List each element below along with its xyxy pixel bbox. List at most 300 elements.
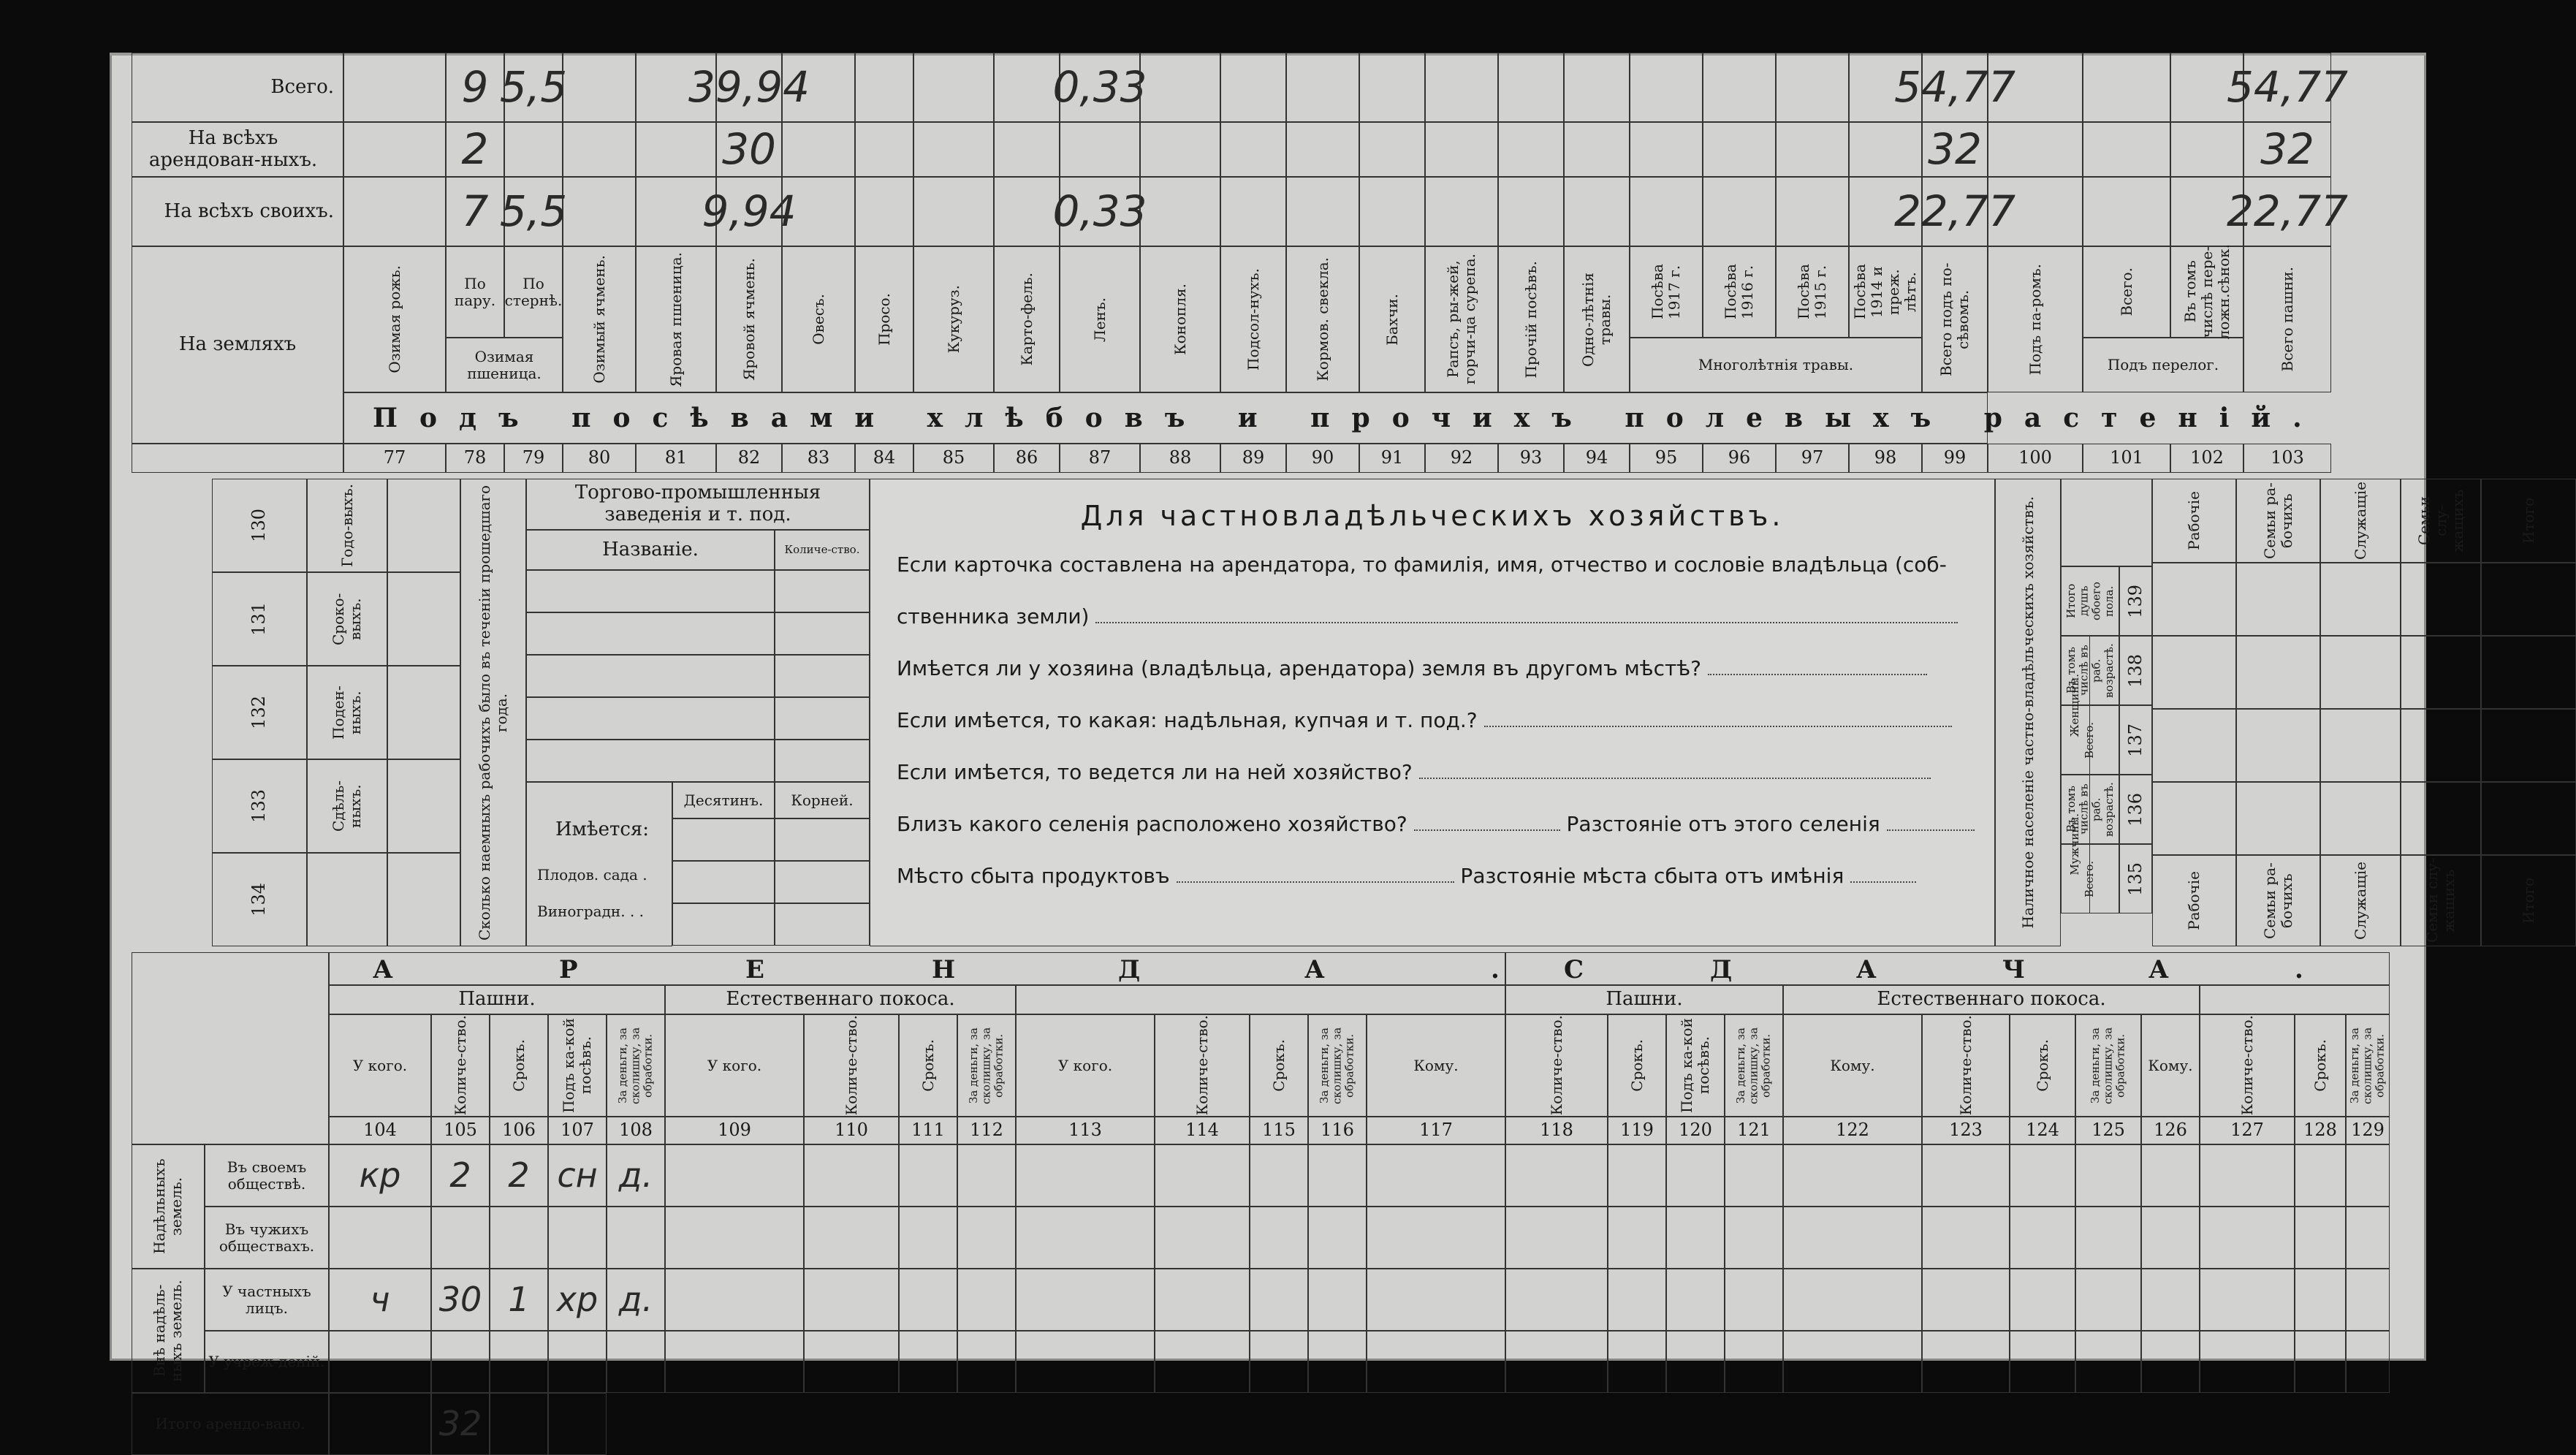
- lease-col-number: [490, 1117, 548, 1144]
- lease-col-header: [607, 1014, 665, 1117]
- lease-cell: [1608, 1207, 1666, 1269]
- itogo-cell: [548, 1393, 607, 1455]
- lease-cell: [2200, 1144, 2295, 1207]
- lease-cell: [1367, 1269, 1505, 1331]
- trade-row: [526, 655, 775, 697]
- column-number: [1564, 444, 1630, 473]
- lease-cell: [1367, 1331, 1505, 1393]
- women-label-text: Женщины.: [2068, 673, 2082, 737]
- lease-cell-text: ч: [370, 1280, 390, 1320]
- lease-group-header: [1505, 985, 1783, 1014]
- worker-value: [387, 572, 460, 666]
- handwritten-cell: [1988, 122, 2083, 177]
- crop-header-text: Конопля.: [1171, 284, 1189, 355]
- lease-group-header: [1016, 985, 1505, 1014]
- lease-cell: [665, 1331, 804, 1393]
- lease-cell: [2346, 1269, 2390, 1331]
- lease-col-header: [2200, 1014, 2295, 1117]
- lease-col-number: [665, 1117, 804, 1144]
- lease-col-header-text: Срокъ.: [2311, 1039, 2329, 1092]
- crop-header-text: По пару.: [454, 274, 496, 309]
- trade-row: [526, 612, 775, 655]
- handwritten-cell: [1988, 177, 2083, 246]
- lease-group-header-text: Пашни.: [1606, 988, 1683, 1011]
- itogo-cell-text: 32: [438, 1404, 482, 1444]
- column-number: [1498, 444, 1564, 473]
- crop-header: [563, 246, 636, 392]
- population-row-number: [2119, 636, 2152, 705]
- perelog-subheader-text: Подъ перелог.: [2107, 356, 2219, 373]
- lease-cell: [957, 1331, 1016, 1393]
- lease-cell: [804, 1331, 899, 1393]
- lease-col-number-text: 118: [1540, 1120, 1573, 1141]
- lease-corner: [132, 952, 329, 1144]
- lease-cell: [1505, 1144, 1608, 1207]
- row-label-text: Всего.: [270, 75, 334, 98]
- lease-cell: [2141, 1331, 2200, 1393]
- lease-cell: [957, 1207, 1016, 1269]
- handwritten-cell: [2226, 177, 2349, 246]
- column-number: [1140, 444, 1220, 473]
- lease-col-number-text: 108: [619, 1120, 653, 1141]
- trade-row-qty: [775, 740, 870, 782]
- lease-cell: [804, 1269, 899, 1331]
- trade-title: [526, 479, 870, 530]
- column-number-text: 89: [1242, 447, 1265, 468]
- handwritten-cell: [2083, 53, 2170, 122]
- lease-col-number: [607, 1117, 665, 1144]
- population-row-number-text: 138: [2124, 653, 2146, 688]
- lease-col-header: [1016, 1014, 1155, 1117]
- lease-cell: [2075, 1144, 2141, 1207]
- lease-cell: [2075, 1269, 2141, 1331]
- worker-value: [387, 853, 460, 946]
- lease-cell: [607, 1144, 665, 1207]
- population-col-footer: [2236, 855, 2320, 946]
- crop-header: [994, 246, 1060, 392]
- lease-cell: [2346, 1144, 2390, 1207]
- handwritten-cell-text: 54,77: [1893, 62, 2016, 113]
- handwritten-cell: [1703, 177, 1776, 246]
- lease-cell: [490, 1269, 548, 1331]
- lease-col-header-text: Количе-ство.: [1193, 1015, 1211, 1116]
- crop-header: [2170, 246, 2243, 338]
- lease-col-header-text: Срокъ.: [509, 1039, 528, 1092]
- question-other-land: Имѣется ли у хозяина (владѣльца, арендатора) земля въ другомъ мѣстѣ?: [897, 656, 1968, 680]
- population-col-header: [2401, 479, 2481, 563]
- handwritten-cell: [1776, 177, 1849, 246]
- lease-cell: [1922, 1331, 2010, 1393]
- handwritten-cell-text: 32: [2260, 124, 2314, 175]
- column-number-text: 97: [1801, 447, 1824, 468]
- lease-cell: [1155, 1144, 1250, 1207]
- handwritten-cell-text: 32: [1928, 124, 1982, 175]
- lease-row-label-text: У учреж-деній.: [208, 1353, 325, 1370]
- lease-cell: [1783, 1269, 1922, 1331]
- lease-cell-text: сн: [557, 1155, 598, 1196]
- garden-value: [672, 903, 775, 946]
- population-row-label-text: Всего.: [2083, 860, 2097, 897]
- crop-header: [1703, 246, 1776, 338]
- garden-roots-value: [775, 861, 870, 903]
- lease-cell: [431, 1331, 490, 1393]
- lease-cell: [1608, 1331, 1666, 1393]
- handwritten-cell-text: 5,5: [499, 62, 568, 113]
- lease-cell: [2346, 1207, 2390, 1269]
- column-number-text: 102: [2190, 447, 2224, 468]
- lease-cell: [1666, 1144, 1725, 1207]
- handwritten-cell: [1922, 122, 1988, 177]
- lease-col-number: [2346, 1117, 2390, 1144]
- itogo-cell: [490, 1393, 548, 1455]
- lease-col-number-text: 115: [1262, 1120, 1296, 1141]
- lease-col-number: [1783, 1117, 1922, 1144]
- ozim-pshen-subheader-text: Озимая пшеница.: [467, 347, 542, 382]
- lease-cell: [1922, 1269, 2010, 1331]
- worker-value: [387, 479, 460, 572]
- lease-col-number: [2141, 1117, 2200, 1144]
- crop-header: [343, 246, 446, 392]
- lease-cell: [1250, 1207, 1308, 1269]
- lease-col-number-text: 106: [502, 1120, 536, 1141]
- lease-col-header: [665, 1014, 804, 1117]
- lease-cell: [1666, 1331, 1725, 1393]
- column-number: [855, 444, 913, 473]
- lease-group-header: [2200, 985, 2390, 1014]
- lease-col-number-text: 110: [835, 1120, 868, 1141]
- lease-cell: [548, 1331, 607, 1393]
- column-number: [1922, 444, 1988, 473]
- column-number: [1776, 444, 1849, 473]
- worker-value: [387, 666, 460, 759]
- crop-header-text: Посѣва 1917 г.: [1649, 264, 1683, 320]
- population-value: [2401, 636, 2481, 709]
- crop-header-text: Посѣва 1916 г.: [1722, 264, 1756, 320]
- handwritten-cell: [446, 53, 504, 122]
- lease-cell: [2295, 1207, 2346, 1269]
- handwritten-cell: [499, 53, 568, 122]
- lease-col-number-text: 109: [718, 1120, 751, 1141]
- lease-col-header: [2346, 1014, 2390, 1117]
- handwritten-cell: [1220, 122, 1286, 177]
- lease-col-header-text: Кому.: [2148, 1056, 2193, 1074]
- column-number-text: 85: [942, 447, 965, 468]
- lease-cell: [2200, 1269, 2295, 1331]
- population-value: [2236, 709, 2320, 782]
- lease-group-header-text: Пашни.: [458, 988, 536, 1011]
- lease-group-header-text: Естественнаго покоса.: [726, 988, 955, 1011]
- lease-col-header: [1308, 1014, 1367, 1117]
- handwritten-cell: [1498, 53, 1564, 122]
- lease-col-header: [2295, 1014, 2346, 1117]
- mnogolet-subheader-text: Многолѣтнія травы.: [1698, 356, 1854, 373]
- handwritten-cell: [1359, 53, 1425, 122]
- lease-cell: [804, 1144, 899, 1207]
- column-number-text: 99: [1943, 447, 1967, 468]
- column-number: [343, 444, 446, 473]
- population-col-header-text: Семьи слу-жащихъ: [2414, 489, 2466, 552]
- crop-header: [636, 246, 716, 392]
- handwritten-cell: [1564, 177, 1630, 246]
- lease-cell-text: кр: [359, 1155, 401, 1196]
- lease-cell: [431, 1144, 490, 1207]
- arenda-letter: Н: [932, 955, 956, 984]
- column-number-text: 80: [588, 447, 611, 468]
- column-number-text: 96: [1728, 447, 1751, 468]
- column-number: [1988, 444, 2083, 473]
- lease-col-number: [548, 1117, 607, 1144]
- lease-cell: [1016, 1269, 1155, 1331]
- private-farm-notice: [870, 479, 1995, 946]
- banner-crops: Подъ посѣвами хлѣбовъ и прочихъ полевыхъ растеній.: [373, 403, 2324, 433]
- col-desyatin-text: Десятинъ.: [683, 791, 764, 809]
- worker-row-number-text: 132: [248, 696, 270, 729]
- lease-cell: [1666, 1207, 1725, 1269]
- crop-header-text: Прочій посѣвъ.: [1521, 260, 1540, 379]
- lease-row-label-text: У частныхъ лицъ.: [222, 1282, 311, 1317]
- population-row-number-text: 136: [2124, 792, 2146, 827]
- lease-col-header: [329, 1014, 431, 1117]
- handwritten-cell: [1140, 122, 1220, 177]
- population-value: [2481, 636, 2576, 709]
- column-number-text: 94: [1585, 447, 1608, 468]
- lease-cell: [2010, 1144, 2075, 1207]
- worker-row-label: [307, 853, 387, 946]
- lease-col-header: [1367, 1014, 1505, 1117]
- num-cell: [132, 444, 343, 473]
- lease-col-number-text: 124: [2026, 1120, 2059, 1141]
- population-row-label-text: Всего.: [2083, 721, 2097, 759]
- trade-col-name: [526, 530, 775, 570]
- handwritten-cell-text: 9,94: [702, 186, 797, 237]
- arenda-letter: Р: [559, 955, 578, 984]
- workers-side-label: [460, 479, 526, 946]
- crop-header-text: Рапсъ, ры-жей, горчи-ца сурепа.: [1444, 254, 1478, 385]
- handwritten-cell: [343, 53, 446, 122]
- lease-cell-text: 30: [438, 1280, 482, 1320]
- column-number: [716, 444, 782, 473]
- handwritten-cell: [855, 53, 913, 122]
- lease-col-number: [2295, 1117, 2346, 1144]
- lease-col-number: [1608, 1117, 1666, 1144]
- lease-cell: [2010, 1207, 2075, 1269]
- column-number: [2170, 444, 2243, 473]
- lease-col-header: [1608, 1014, 1666, 1117]
- population-value: [2401, 709, 2481, 782]
- lease-col-number-text: 117: [1419, 1120, 1453, 1141]
- lease-cell: [548, 1144, 607, 1207]
- lease-cell: [1783, 1331, 1922, 1393]
- worker-row-label: [307, 479, 387, 572]
- handwritten-cell: [1220, 53, 1286, 122]
- lease-col-number: [1922, 1117, 2010, 1144]
- lease-col-header-text: За деньги, за сколишку, за обработки.: [1318, 1027, 1356, 1104]
- handwritten-cell: [1286, 122, 1359, 177]
- lease-cell: [2141, 1144, 2200, 1207]
- population-value: [2152, 636, 2236, 709]
- lease-col-header: [899, 1014, 957, 1117]
- handwritten-cell: [2083, 122, 2170, 177]
- row-label: [132, 177, 343, 246]
- trade-col-qty: [775, 530, 870, 570]
- column-number: [1630, 444, 1703, 473]
- lease-cell: [957, 1144, 1016, 1207]
- lease-col-header-text: Подъ ка-кой посѣвъ.: [1678, 1018, 1712, 1113]
- column-number-text: 88: [1169, 447, 1192, 468]
- lease-col-header: [1666, 1014, 1725, 1117]
- handwritten-cell: [1425, 177, 1498, 246]
- population-col-header: [2320, 479, 2401, 563]
- worker-row-number: [212, 759, 307, 853]
- column-number-text: 86: [1015, 447, 1038, 468]
- lease-col-number-text: 107: [561, 1120, 594, 1141]
- handwritten-cell: [913, 53, 994, 122]
- crop-header: [1220, 246, 1286, 392]
- population-col-footer-text: Итого: [2519, 877, 2537, 924]
- population-side-label: [1995, 479, 2061, 946]
- lease-row-label: [205, 1269, 329, 1331]
- lease-cell: [1922, 1144, 2010, 1207]
- crop-header: [1849, 246, 1922, 338]
- lease-cell: [804, 1207, 899, 1269]
- garden-roots-value: [775, 903, 870, 946]
- lease-col-header-text: У кого.: [707, 1056, 762, 1074]
- lease-col-number-text: 119: [1620, 1120, 1654, 1141]
- lease-cell: [957, 1269, 1016, 1331]
- column-number-text: 84: [873, 447, 896, 468]
- worker-row-number: [212, 666, 307, 759]
- crop-header-text: Одно-лѣтнія травы.: [1579, 272, 1614, 367]
- lease-cell: [1922, 1207, 2010, 1269]
- lease-cell: [1725, 1207, 1783, 1269]
- has-block: [526, 782, 672, 946]
- trade-row: [526, 740, 775, 782]
- lease-cell: [548, 1207, 607, 1269]
- lease-col-header: [548, 1014, 607, 1117]
- lease-cell: [2075, 1207, 2141, 1269]
- lease-cell: [1725, 1144, 1783, 1207]
- lease-col-number-text: 104: [363, 1120, 397, 1141]
- lease-cell: [1505, 1207, 1608, 1269]
- handwritten-cell: [782, 122, 855, 177]
- census-card-sheet: [110, 53, 2537, 1444]
- lease-cell: [1250, 1331, 1308, 1393]
- handwritten-cell: [716, 122, 782, 177]
- vne-nadel-group-label: [132, 1269, 205, 1393]
- lease-col-number-text: 113: [1068, 1120, 1102, 1141]
- lease-col-header: [1505, 1014, 1608, 1117]
- handwritten-cell: [1052, 53, 1147, 122]
- crop-header-text: Кукуруз.: [944, 285, 962, 354]
- population-value: [2320, 563, 2401, 636]
- lease-col-header-text: Срокъ.: [1627, 1039, 1646, 1092]
- has-label: Имѣется:: [555, 818, 650, 840]
- handwritten-cell: [1630, 53, 1703, 122]
- handwritten-cell: [1359, 122, 1425, 177]
- crop-header-text: Подсол-нухъ.: [1244, 268, 1262, 371]
- lease-col-header-text: У кого.: [352, 1056, 408, 1074]
- handwritten-cell: [782, 177, 855, 246]
- lease-col-header-text: Срокъ.: [2033, 1039, 2051, 1092]
- lease-cell: [607, 1207, 665, 1269]
- population-col-header-text: Рабочіе: [2185, 491, 2203, 550]
- worker-row-number-text: 133: [248, 789, 270, 823]
- column-number-text: 92: [1450, 447, 1473, 468]
- population-col-header-text: Итого: [2519, 497, 2537, 544]
- worker-row-number-text: 134: [248, 883, 270, 916]
- crop-header-text: Подъ па-ромъ.: [2026, 263, 2044, 376]
- column-number-text: 79: [522, 447, 545, 468]
- handwritten-cell-text: 54,77: [2226, 62, 2349, 113]
- lease-col-number-text: 128: [2303, 1120, 2337, 1141]
- lease-col-header-text: Кому.: [1830, 1056, 1875, 1074]
- population-row-number: [2119, 844, 2152, 913]
- handwritten-cell-text: 0,33: [1052, 62, 1147, 113]
- lease-cell: [665, 1144, 804, 1207]
- column-number-text: 101: [2110, 447, 2143, 468]
- lease-col-number-text: 112: [970, 1120, 1003, 1141]
- crop-header-text: Всего пашни.: [2278, 267, 2296, 372]
- column-number: [1060, 444, 1140, 473]
- lease-col-header-text: Количе-ство.: [1956, 1015, 1975, 1116]
- handwritten-cell: [343, 177, 446, 246]
- handwritten-cell: [1060, 122, 1140, 177]
- column-number-text: 95: [1654, 447, 1678, 468]
- crop-header-text: Яровая пшеница.: [666, 251, 685, 387]
- population-row-label-text: Въ томъ числѣ въ раб. возрастѣ.: [2064, 782, 2116, 837]
- handwritten-cell: [855, 177, 913, 246]
- lease-cell-text: д.: [618, 1280, 653, 1320]
- crop-header: [446, 246, 504, 338]
- garden-label: Плодов. сада .: [537, 866, 647, 884]
- crop-header: [716, 246, 782, 392]
- lease-col-header: [2010, 1014, 2075, 1117]
- population-col-footer: [2152, 855, 2236, 946]
- worker-row-label-text: Сроко-выхъ.: [330, 593, 364, 645]
- column-number: [504, 444, 563, 473]
- handwritten-cell: [2243, 122, 2331, 177]
- col-roots: [775, 782, 870, 818]
- handwritten-cell: [563, 53, 636, 122]
- lease-col-number: [804, 1117, 899, 1144]
- handwritten-cell: [1849, 122, 1922, 177]
- handwritten-cell: [1052, 177, 1147, 246]
- column-number: [563, 444, 636, 473]
- lease-col-header-text: За деньги, за сколишку, за обработки.: [967, 1027, 1006, 1104]
- population-col-header: [2481, 479, 2576, 563]
- lease-cell: [2141, 1207, 2200, 1269]
- handwritten-cell: [2226, 53, 2349, 122]
- garden-value: [672, 861, 775, 903]
- handwritten-cell: [1893, 177, 2016, 246]
- lease-col-header: [431, 1014, 490, 1117]
- column-number-text: 100: [2018, 447, 2052, 468]
- lease-group-header: [665, 985, 1016, 1014]
- lease-cell: [1308, 1207, 1367, 1269]
- lease-cell: [329, 1207, 431, 1269]
- lease-col-number-text: 121: [1737, 1120, 1771, 1141]
- lease-cell: [2141, 1269, 2200, 1331]
- lease-col-number: [2010, 1117, 2075, 1144]
- worker-row-number-text: 130: [248, 509, 270, 542]
- crop-header: [1988, 246, 2083, 392]
- handwritten-cell: [688, 53, 810, 122]
- sdacha-letter: А: [1856, 955, 1877, 984]
- lease-col-number: [1505, 1117, 1608, 1144]
- population-value: [2481, 782, 2576, 855]
- population-value: [2320, 782, 2401, 855]
- arenda-header: [329, 952, 1505, 985]
